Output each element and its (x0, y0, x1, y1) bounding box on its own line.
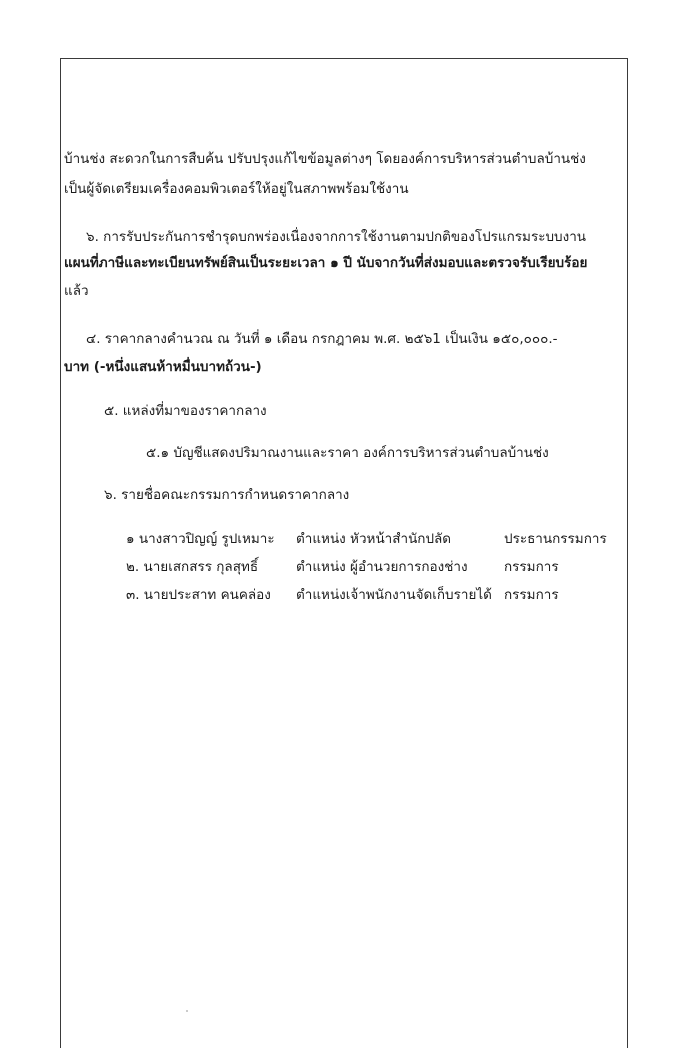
member-position: ตำแหน่งเจ้าพนักงานจัดเก็บรายได้ (296, 587, 492, 603)
price-line-2: บาท (-หนึ่งแสนห้าหมื่นบาทถ้วน-) (64, 359, 262, 375)
member-name: ๒. นายเสกสรร กุลสุทธิ์ (126, 559, 259, 575)
intro-line-2: เป็นผู้จัดเตรียมเครื่องคอมพิวเตอร์ให้อยู่ในสภาพพร้อมใช้งาน (64, 181, 409, 197)
member-position: ตำแหน่ง ผู้อำนวยการกองช่าง (296, 559, 468, 575)
committee-heading: ๖. รายชื่อคณะกรรมการกำหนดราคากลาง (104, 487, 350, 503)
source-heading: ๕. แหล่งที่มาของราคากลาง (104, 403, 267, 419)
member-role: ประธานกรรมการ (504, 531, 607, 547)
warranty-line-3: แล้ว (64, 283, 89, 299)
warranty-line-1: ๖. การรับประกันการชำรุดบกพร่องเนื่องจากการใช้งานตามปกติของโปรแกรมระบบงาน (86, 229, 587, 245)
member-name: ๑ นางสาวปิญญ์ รูปเหมาะ (126, 531, 275, 547)
member-position: ตำแหน่ง หัวหน้าสำนักปลัด (296, 531, 452, 547)
scan-speck (186, 1010, 188, 1012)
intro-line-1: บ้านช่ง สะดวกในการสืบค้น ปรับปรุงแก้ไขข้อมูลต่างๆ โดยองค์การบริหารส่วนตำบลบ้านช่ง (64, 151, 586, 167)
member-name: ๓. นายประสาท คนคล่อง (126, 587, 271, 603)
source-sub-item-1: ๕.๑ บัญชีแสดงปริมาณงานและราคา องค์การบริหารส่วนตำบลบ้านช่ง (146, 445, 549, 461)
member-role: กรรมการ (504, 559, 559, 575)
page-border (60, 58, 628, 1048)
price-line-1: ๔. ราคากลางคำนวณ ณ วันที่ ๑ เดือน กรกฎาคม พ.ศ. ๒๕๖1 เป็นเงิน ๑๕๐,๐๐๐.- (86, 331, 558, 347)
warranty-line-2: แผนที่ภาษีและทะเบียนทรัพย์สินเป็นระยะเวลา ๑ ปี นับจากวันที่ส่งมอบและตรวจรับเรียบร้อย (64, 255, 588, 271)
member-role: กรรมการ (504, 587, 559, 603)
